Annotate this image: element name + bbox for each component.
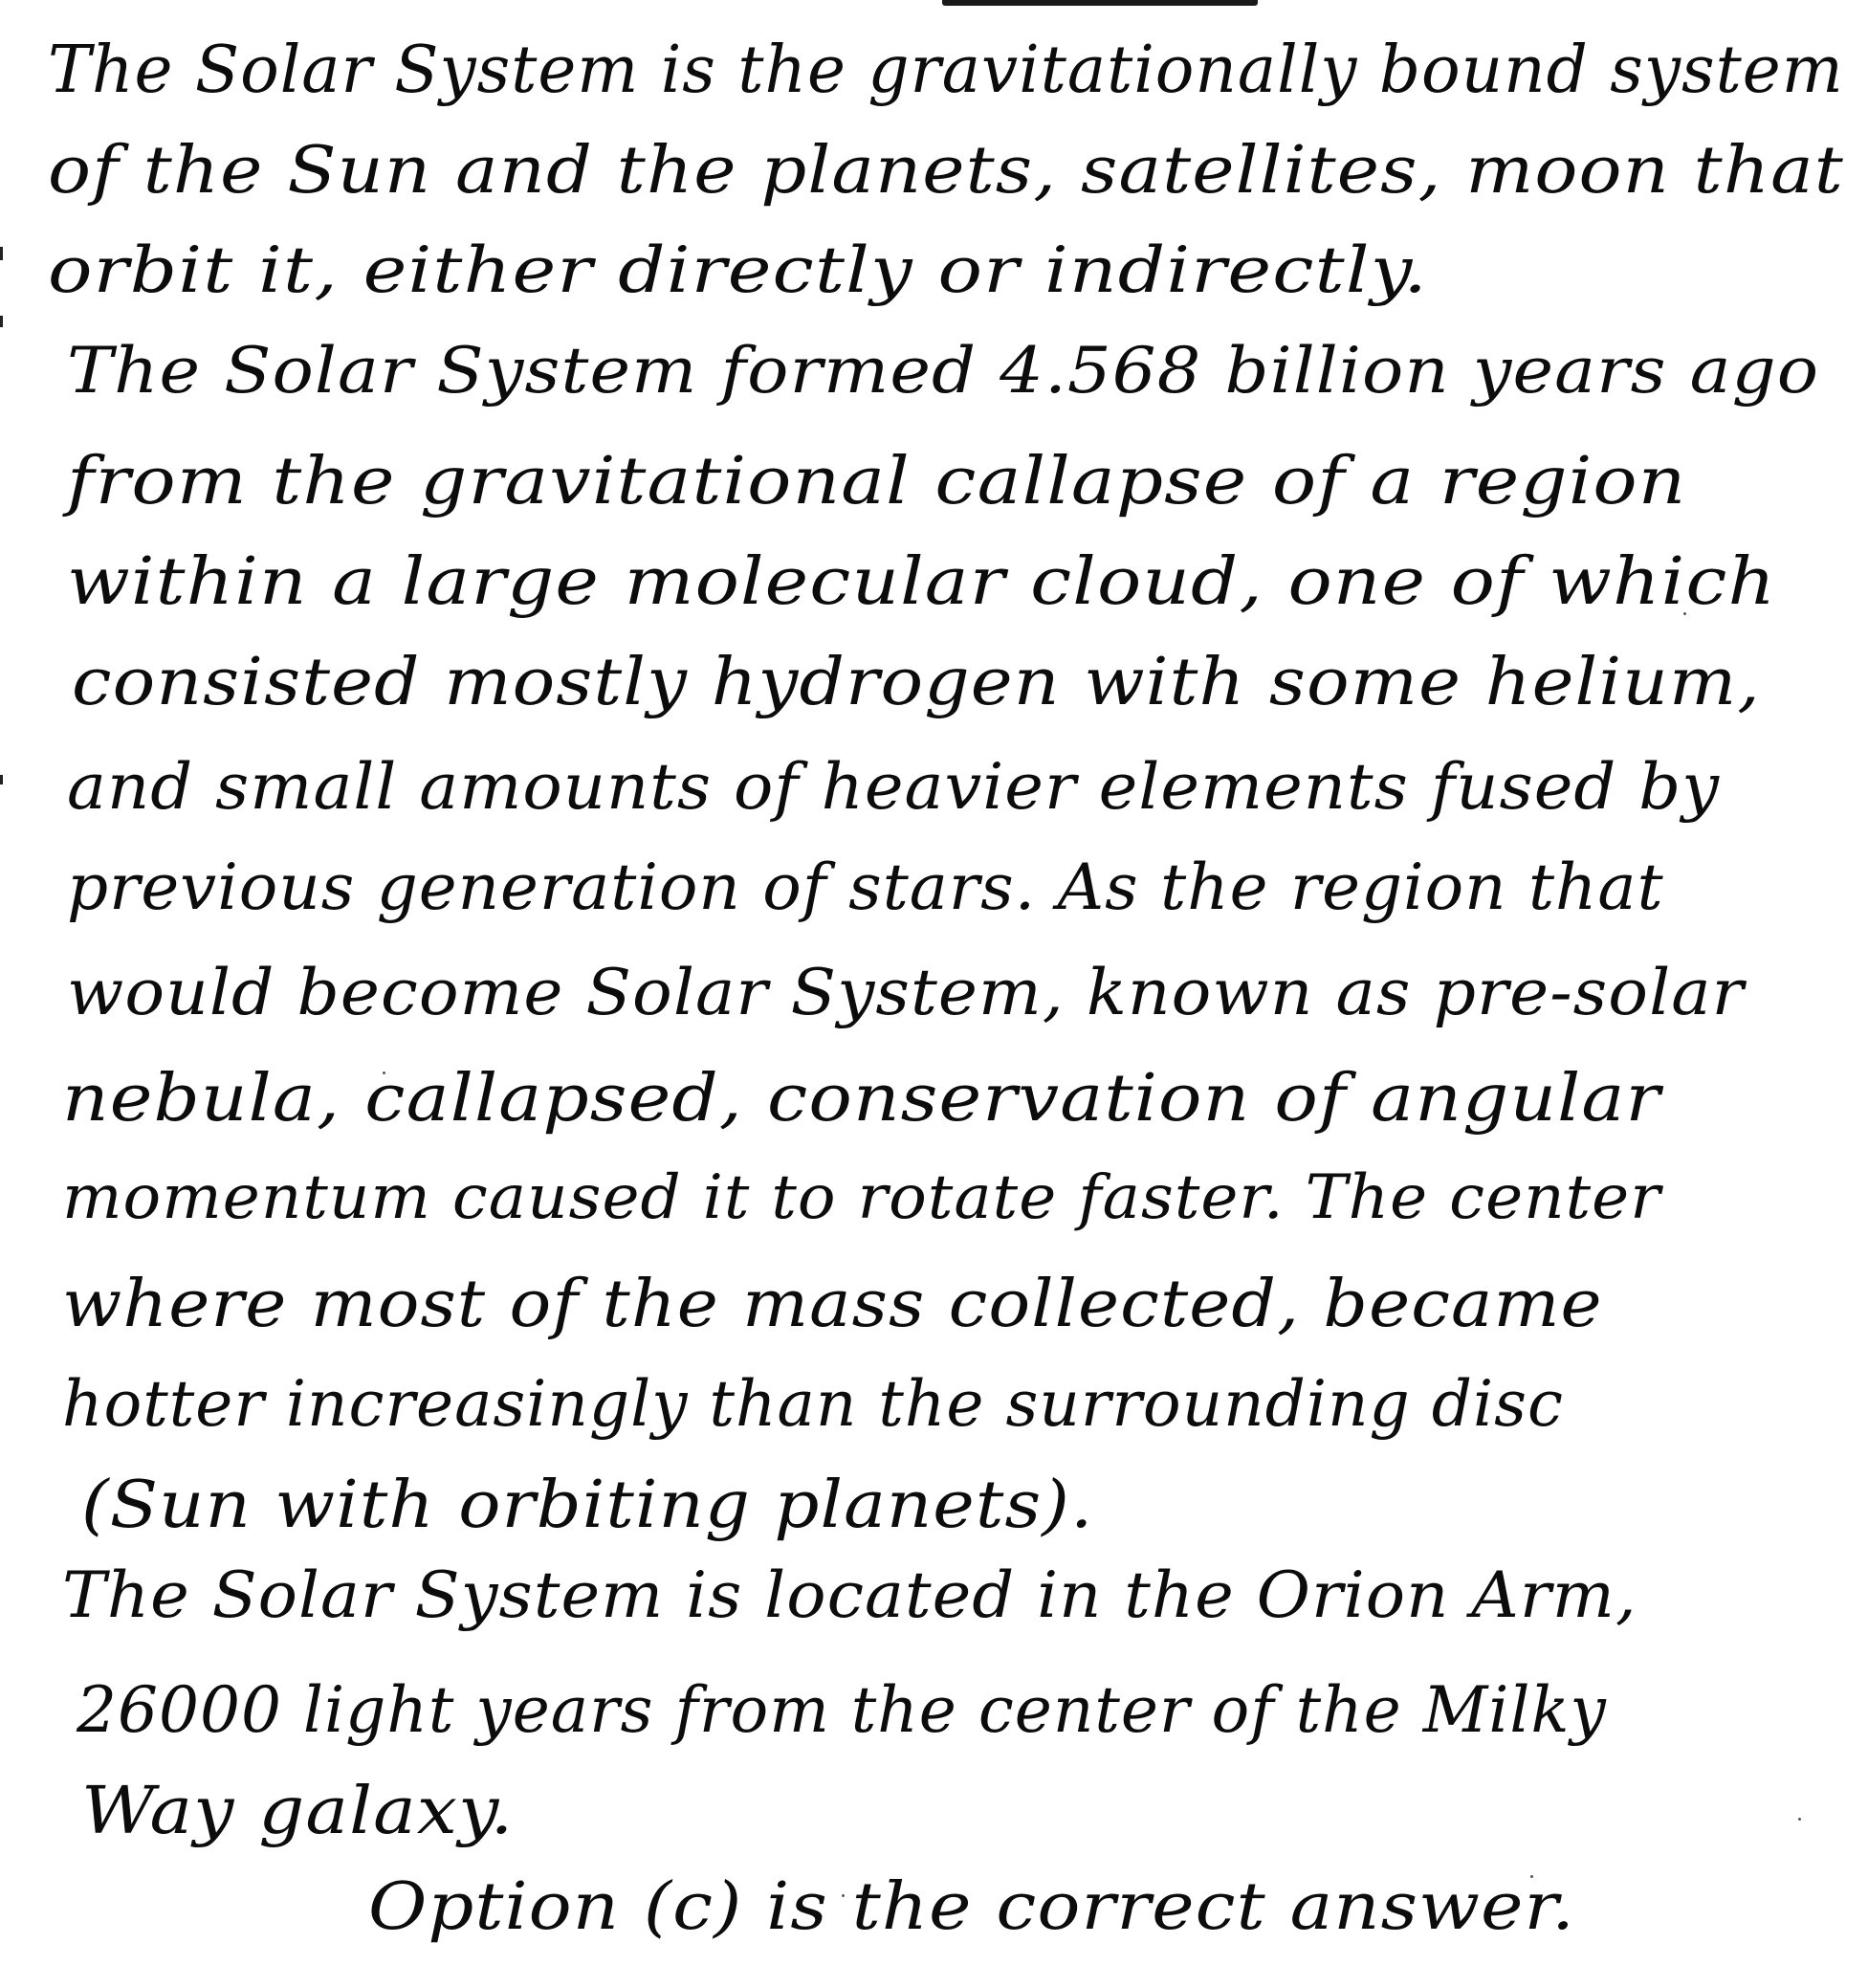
text-line: momentum caused it to rotate faster. The center (62, 1162, 1661, 1233)
text-line: nebula, callapsed, conservation of angular (62, 1061, 1661, 1137)
text-line: within a large molecular cloud, one of which (67, 544, 1777, 620)
text-line: 26000 light years from the center of the Milky (77, 1673, 1607, 1747)
text-line: of the Sun and the planets, satellites, moon that (48, 133, 1844, 209)
text-line: The Solar System is the gravitationally bound system (48, 33, 1844, 108)
text-line: previous generation of stars. As the region that (67, 850, 1664, 924)
text-line: (Sun with orbiting planets). (81, 1468, 1094, 1543)
text-line: where most of the mass collected, became (62, 1267, 1603, 1342)
text-line: Option (c) is the correct answer. (368, 1869, 1576, 1945)
text-line: The Solar System formed 4.568 billion years ago (67, 334, 1820, 408)
text-line: consisted mostly hydrogen with some helium, (72, 645, 1761, 720)
text-line: and small amounts of heavier elements fused by (67, 750, 1721, 824)
text-line: hotter increasingly than the surrounding disc (62, 1367, 1564, 1441)
text-line: orbit it, either directly or indirectly. (48, 233, 1428, 307)
text-line: from the gravitational callapse of a region (67, 444, 1687, 519)
text-line: Way galaxy. (81, 1774, 515, 1849)
text-line: would become Solar System, known as pre-solar (67, 956, 1745, 1029)
text-line: The Solar System is located in the Orion Arm, (62, 1558, 1637, 1632)
